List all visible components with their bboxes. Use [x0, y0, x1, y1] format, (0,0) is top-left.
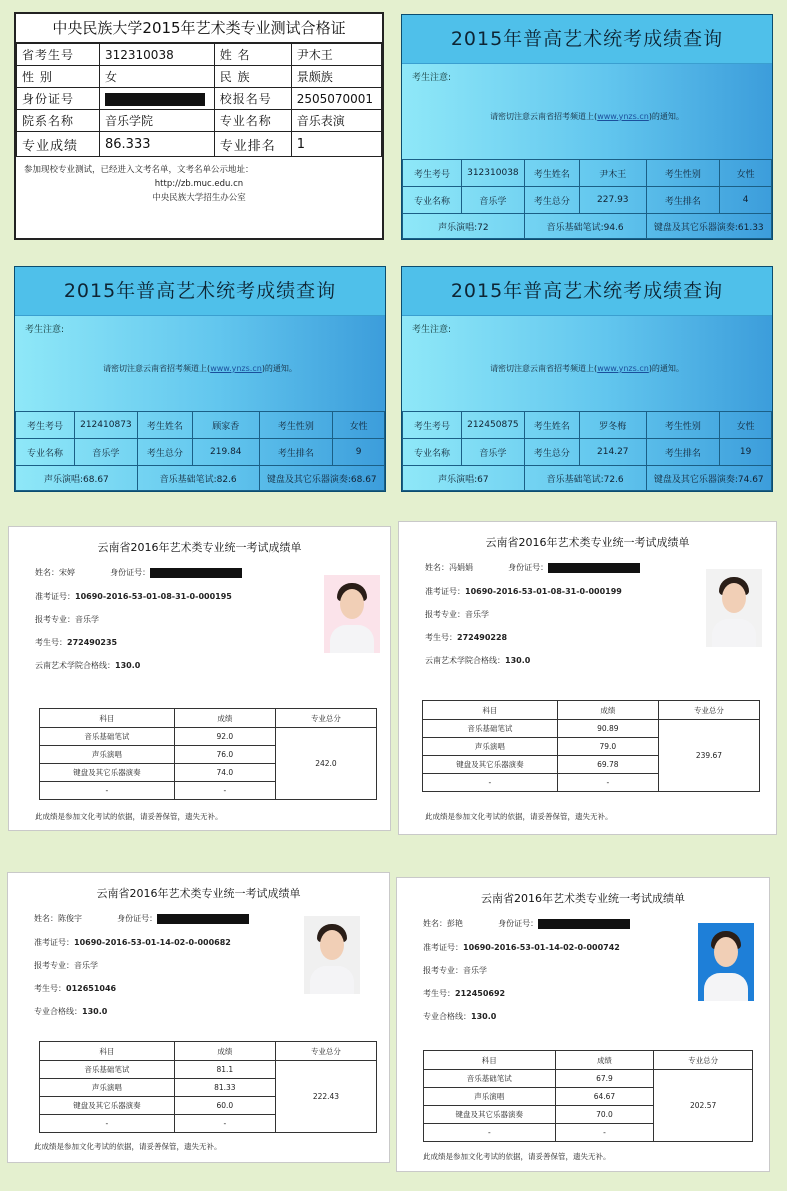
table-row [17, 132, 382, 157]
basic-score: 音乐基础笔试:82.6 [137, 466, 259, 491]
subject-cell: - [40, 782, 175, 800]
table-row [17, 44, 382, 66]
field-label: 姓名： [423, 919, 447, 928]
subject-cell: 音乐基础笔试 [40, 1061, 175, 1079]
redaction-bar [538, 919, 630, 929]
column-header: 科目 [40, 709, 175, 728]
field-label: 准考证号： [35, 592, 75, 601]
field-label: 考生考号 [403, 412, 462, 439]
photo-face [722, 583, 746, 613]
notice-text: )的通知。 [648, 112, 684, 121]
notice-link[interactable]: www.ynzs.cn [597, 112, 649, 121]
field-label: 考生姓名 [137, 412, 192, 439]
field-label: 性 别 [17, 66, 100, 88]
score-table [422, 700, 760, 792]
field-label: 准考证号： [34, 938, 74, 947]
field-label: 报考专业： [425, 610, 465, 619]
table-row [403, 160, 772, 187]
table-header-row [40, 1042, 377, 1061]
subject-cell: - [40, 1115, 175, 1133]
basic-score: 音乐基础笔试:72.6 [524, 466, 646, 491]
field-label: 考生排名 [646, 439, 720, 466]
score-cell: 92.0 [174, 728, 275, 746]
subject-cell: 键盘及其它乐器演奏 [423, 756, 558, 774]
field-label: 专业合格线： [423, 1012, 471, 1021]
pass-line-value: 130.0 [82, 1007, 108, 1016]
subject-cell: 键盘及其它乐器演奏 [40, 764, 175, 782]
column-header: 成绩 [174, 709, 275, 728]
score-cell: 64.67 [555, 1088, 654, 1106]
student-photo [304, 916, 360, 994]
subject-cell: - [423, 774, 558, 792]
certificate-title: 中央民族大学2015年艺术类专业测试合格证 [16, 14, 382, 43]
exam-number: 272490228 [457, 633, 508, 642]
notice-text: )的通知。 [261, 364, 297, 373]
column-header: 专业总分 [658, 701, 759, 720]
field-value: 音乐表演 [291, 110, 381, 132]
major-value: 音乐学 [74, 961, 98, 970]
field-label: 姓名： [34, 914, 58, 923]
field-value: 2505070001 [291, 88, 381, 110]
table-row [40, 728, 377, 746]
field-value: 312310038 [462, 160, 525, 187]
field-value: 顾家香 [193, 412, 259, 439]
student-photo [324, 575, 380, 653]
table-row [403, 412, 772, 439]
instrument-score: 键盘及其它乐器演奏:68.67 [259, 466, 385, 491]
card-table [402, 411, 772, 491]
field-label: 准考证号： [423, 943, 463, 952]
photo-face [340, 589, 364, 619]
field-value: 227.93 [580, 187, 646, 214]
table-row [423, 720, 760, 738]
field-value: 景颇族 [291, 66, 381, 88]
redaction-bar [548, 563, 640, 573]
photo-shirt [330, 625, 374, 653]
score-table [423, 1050, 753, 1142]
table-row [403, 187, 772, 214]
score-cell: 90.89 [557, 720, 658, 738]
field-label: 考生考号 [16, 412, 75, 439]
subject-cell: - [424, 1124, 556, 1142]
field-label: 考生号： [34, 984, 66, 993]
field-label: 专业名称 [16, 439, 75, 466]
field-label: 云南艺术学院合格线： [35, 661, 115, 670]
score-cell: - [557, 774, 658, 792]
photo-face [714, 937, 738, 967]
field-value: 尹木王 [291, 44, 381, 66]
column-header: 专业总分 [654, 1051, 753, 1070]
card-title: 2015年普高艺术统考成绩查询 [15, 267, 385, 316]
redaction-bar [105, 93, 205, 106]
field-label: 准考证号： [425, 587, 465, 596]
score-cell: 67.9 [555, 1070, 654, 1088]
field-value: 212410873 [75, 412, 138, 439]
score-card [401, 14, 773, 240]
subject-cell: 音乐基础笔试 [40, 728, 175, 746]
field-label: 考生号： [423, 989, 455, 998]
field-value: 女性 [333, 412, 385, 439]
field-label: 专业名称 [214, 110, 291, 132]
field-label: 考生性别 [646, 160, 720, 187]
card-notice [402, 111, 772, 122]
subject-cell: 声乐演唱 [423, 738, 558, 756]
field-label: 身份证号： [110, 568, 151, 577]
table-row [16, 439, 385, 466]
sheet-title: 云南省2016年艺术类专业统一考试成绩单 [485, 536, 690, 549]
basic-score: 音乐基础笔试:94.6 [524, 214, 646, 239]
field-label: 姓名： [35, 568, 59, 577]
major-value: 音乐学 [75, 615, 99, 624]
vocal-score: 声乐演唱:67 [403, 466, 525, 491]
sheet-footer: 此成绩是参加文化考试的依据，请妥善保管，遗失无补。 [34, 1142, 222, 1151]
field-label: 身份证号： [498, 919, 539, 928]
total-cell: 242.0 [275, 728, 376, 800]
ticket-number: 10690-2016-53-01-08-31-0-000199 [465, 587, 622, 596]
total-cell: 239.67 [658, 720, 759, 792]
name-line [34, 913, 249, 924]
score-card [401, 266, 773, 492]
field-label: 考生总分 [524, 439, 579, 466]
field-label: 考生考号 [403, 160, 462, 187]
column-header: 专业总分 [275, 709, 376, 728]
score-cell: - [174, 1115, 275, 1133]
table-row [403, 466, 772, 491]
field-label: 省考生号 [17, 44, 100, 66]
exam-line [34, 983, 116, 994]
subject-cell: 声乐演唱 [424, 1088, 556, 1106]
table-row [16, 466, 385, 491]
column-header: 科目 [423, 701, 558, 720]
field-label: 身份证号 [17, 88, 100, 110]
score-cell: 74.0 [174, 764, 275, 782]
field-label: 专业名称 [403, 439, 462, 466]
field-value: 女性 [720, 412, 772, 439]
field-label: 报考专业： [35, 615, 75, 624]
field-label: 云南艺术学院合格线： [425, 656, 505, 665]
field-value: 219.84 [193, 439, 259, 466]
column-header: 成绩 [557, 701, 658, 720]
field-label: 专业成绩 [17, 132, 100, 157]
notice-link[interactable]: www.ynzs.cn [597, 364, 649, 373]
total-cell: 222.43 [275, 1061, 376, 1133]
field-label: 考生总分 [137, 439, 192, 466]
subject-cell: 键盘及其它乐器演奏 [424, 1106, 556, 1124]
vocal-score: 声乐演唱:68.67 [16, 466, 138, 491]
sheet-title: 云南省2016年艺术类专业统一考试成绩单 [481, 892, 685, 905]
note-office: 中央民族大学招生办公室 [152, 193, 246, 203]
table-header-row [424, 1051, 753, 1070]
field-value: 音乐学 [462, 187, 525, 214]
field-label: 身份证号： [117, 914, 158, 923]
score-table [39, 708, 377, 800]
field-value: 19 [720, 439, 772, 466]
student-name: 冯娟娟 [449, 563, 473, 572]
note-text: 参加现校专业测试，已经进入文考名单，文考名单公示地址： [24, 165, 254, 175]
card-title: 2015年普高艺术统考成绩查询 [402, 267, 772, 316]
sheet-footer: 此成绩是参加文化考试的依据，请妥善保管，遗失无补。 [423, 1152, 611, 1161]
field-label: 考生总分 [524, 187, 579, 214]
ticket-line [425, 586, 622, 597]
field-value: 312310038 [100, 44, 215, 66]
exam-number: 012651046 [66, 984, 117, 993]
subject-cell: 音乐基础笔试 [424, 1070, 556, 1088]
field-label: 院系名称 [17, 110, 100, 132]
score-card [14, 266, 386, 492]
field-label: 考生性别 [259, 412, 333, 439]
student-photo [698, 923, 754, 1001]
pass-line-value: 130.0 [115, 661, 141, 670]
photo-face [320, 930, 344, 960]
vocal-score: 声乐演唱:72 [403, 214, 525, 239]
field-label: 考生姓名 [524, 160, 579, 187]
field-value: 214.27 [580, 439, 646, 466]
card-notice-label: 考生注意: [412, 73, 452, 83]
field-value: 女性 [720, 160, 772, 187]
redaction-bar [150, 568, 242, 578]
field-value: 音乐学 [462, 439, 525, 466]
exam-line [425, 632, 507, 643]
table-row [40, 1061, 377, 1079]
major-line [425, 609, 489, 620]
field-label: 专业合格线： [34, 1007, 82, 1016]
card-notice-label: 考生注意: [25, 325, 65, 335]
field-label: 考生姓名 [524, 412, 579, 439]
field-label: 报考专业： [34, 961, 74, 970]
certificate-note [16, 157, 382, 205]
score-cell: 79.0 [557, 738, 658, 756]
pass-line-value: 130.0 [471, 1012, 497, 1021]
sheet-footer: 此成绩是参加文化考试的依据，请妥善保管，遗失无补。 [425, 812, 613, 821]
field-value: 212450875 [462, 412, 525, 439]
column-header: 成绩 [555, 1051, 654, 1070]
pass-line-value: 130.0 [505, 656, 531, 665]
id-number-cell [100, 88, 215, 110]
field-value: 罗冬梅 [580, 412, 646, 439]
field-value: 9 [333, 439, 385, 466]
score-cell: 81.33 [174, 1079, 275, 1097]
score-cell: 60.0 [174, 1097, 275, 1115]
table-row [403, 439, 772, 466]
field-label: 专业排名 [214, 132, 291, 157]
name-line [423, 918, 630, 929]
notice-text: 请密切注意云南省招考频道上( [490, 112, 598, 121]
table-row [17, 88, 382, 110]
field-label: 考生排名 [646, 187, 720, 214]
subject-cell: 声乐演唱 [40, 1079, 175, 1097]
exam-number: 212450692 [455, 989, 506, 998]
table-row [403, 214, 772, 239]
table-row [16, 412, 385, 439]
major-line [34, 960, 98, 971]
instrument-score: 键盘及其它乐器演奏:61.33 [646, 214, 772, 239]
field-label: 考生号： [425, 633, 457, 642]
card-notice [402, 363, 772, 374]
pass-line [423, 1011, 496, 1022]
card-notice [15, 363, 385, 374]
score-cell: 76.0 [174, 746, 275, 764]
notice-text: )的通知。 [648, 364, 684, 373]
major-line [35, 614, 99, 625]
column-header: 科目 [40, 1042, 175, 1061]
certificate-table [16, 43, 382, 157]
ticket-number: 10690-2016-53-01-08-31-0-000195 [75, 592, 232, 601]
field-label: 考生性别 [646, 412, 720, 439]
field-value: 4 [720, 187, 772, 214]
score-sheet [8, 526, 391, 831]
sheet-title: 云南省2016年艺术类专业统一考试成绩单 [96, 887, 301, 900]
score-table [39, 1041, 377, 1133]
exam-line [35, 637, 117, 648]
note-url: http://zb.muc.edu.cn [154, 179, 244, 189]
field-label: 考生排名 [259, 439, 333, 466]
subject-cell: 键盘及其它乐器演奏 [40, 1097, 175, 1115]
major-value: 音乐学 [465, 610, 489, 619]
field-value: 女 [100, 66, 215, 88]
student-photo [706, 569, 762, 647]
table-row [17, 110, 382, 132]
field-value: 1 [291, 132, 381, 157]
field-label: 身份证号： [508, 563, 549, 572]
subject-cell: 音乐基础笔试 [423, 720, 558, 738]
column-header: 成绩 [174, 1042, 275, 1061]
total-cell: 202.57 [654, 1070, 753, 1142]
notice-text: 请密切注意云南省招考频道上( [103, 364, 211, 373]
field-value: 86.333 [100, 132, 215, 157]
field-label: 专业名称 [403, 187, 462, 214]
student-name: 彭艳 [447, 919, 463, 928]
field-label: 考生号： [35, 638, 67, 647]
redaction-bar [157, 914, 249, 924]
instrument-score: 键盘及其它乐器演奏:74.67 [646, 466, 772, 491]
score-cell: - [555, 1124, 654, 1142]
notice-text: 请密切注意云南省招考频道上( [490, 364, 598, 373]
score-sheet [7, 872, 390, 1163]
table-header-row [423, 701, 760, 720]
exam-number: 272490235 [67, 638, 118, 647]
table-header-row [40, 709, 377, 728]
notice-link[interactable]: www.ynzs.cn [210, 364, 262, 373]
major-value: 音乐学 [463, 966, 487, 975]
photo-shirt [704, 973, 748, 1001]
exam-line [423, 988, 505, 999]
ticket-line [34, 937, 231, 948]
student-name: 陈俊宇 [58, 914, 82, 923]
score-cell: 70.0 [555, 1106, 654, 1124]
field-value: 音乐学院 [100, 110, 215, 132]
card-notice-label: 考生注意: [412, 325, 452, 335]
certificate [14, 12, 384, 240]
ticket-line [35, 591, 232, 602]
pass-line [425, 655, 530, 666]
ticket-number: 10690-2016-53-01-14-02-0-000742 [463, 943, 620, 952]
photo-shirt [310, 966, 354, 994]
major-line [423, 965, 487, 976]
field-label: 民 族 [214, 66, 291, 88]
score-cell: 81.1 [174, 1061, 275, 1079]
score-cell: - [174, 782, 275, 800]
score-sheet [396, 877, 770, 1172]
field-label: 报考专业： [423, 966, 463, 975]
table-row [17, 66, 382, 88]
pass-line [35, 660, 140, 671]
field-value: 音乐学 [75, 439, 138, 466]
name-line [35, 567, 242, 578]
pass-line [34, 1006, 107, 1017]
field-label: 姓名： [425, 563, 449, 572]
column-header: 专业总分 [275, 1042, 376, 1061]
ticket-number: 10690-2016-53-01-14-02-0-000682 [74, 938, 231, 947]
score-cell: 69.78 [557, 756, 658, 774]
column-header: 科目 [424, 1051, 556, 1070]
ticket-line [423, 942, 620, 953]
subject-cell: 声乐演唱 [40, 746, 175, 764]
card-table [402, 159, 772, 239]
card-table [15, 411, 385, 491]
field-label: 姓 名 [214, 44, 291, 66]
photo-shirt [712, 619, 756, 647]
sheet-footer: 此成绩是参加文化考试的依据，请妥善保管，遗失无补。 [35, 812, 223, 821]
student-name: 宋婷 [59, 568, 75, 577]
table-row [424, 1070, 753, 1088]
sheet-title: 云南省2016年艺术类专业统一考试成绩单 [97, 541, 302, 554]
field-label: 校报名号 [214, 88, 291, 110]
name-line [425, 562, 640, 573]
field-value: 尹木王 [580, 160, 646, 187]
card-title: 2015年普高艺术统考成绩查询 [402, 15, 772, 64]
score-sheet [398, 521, 777, 835]
